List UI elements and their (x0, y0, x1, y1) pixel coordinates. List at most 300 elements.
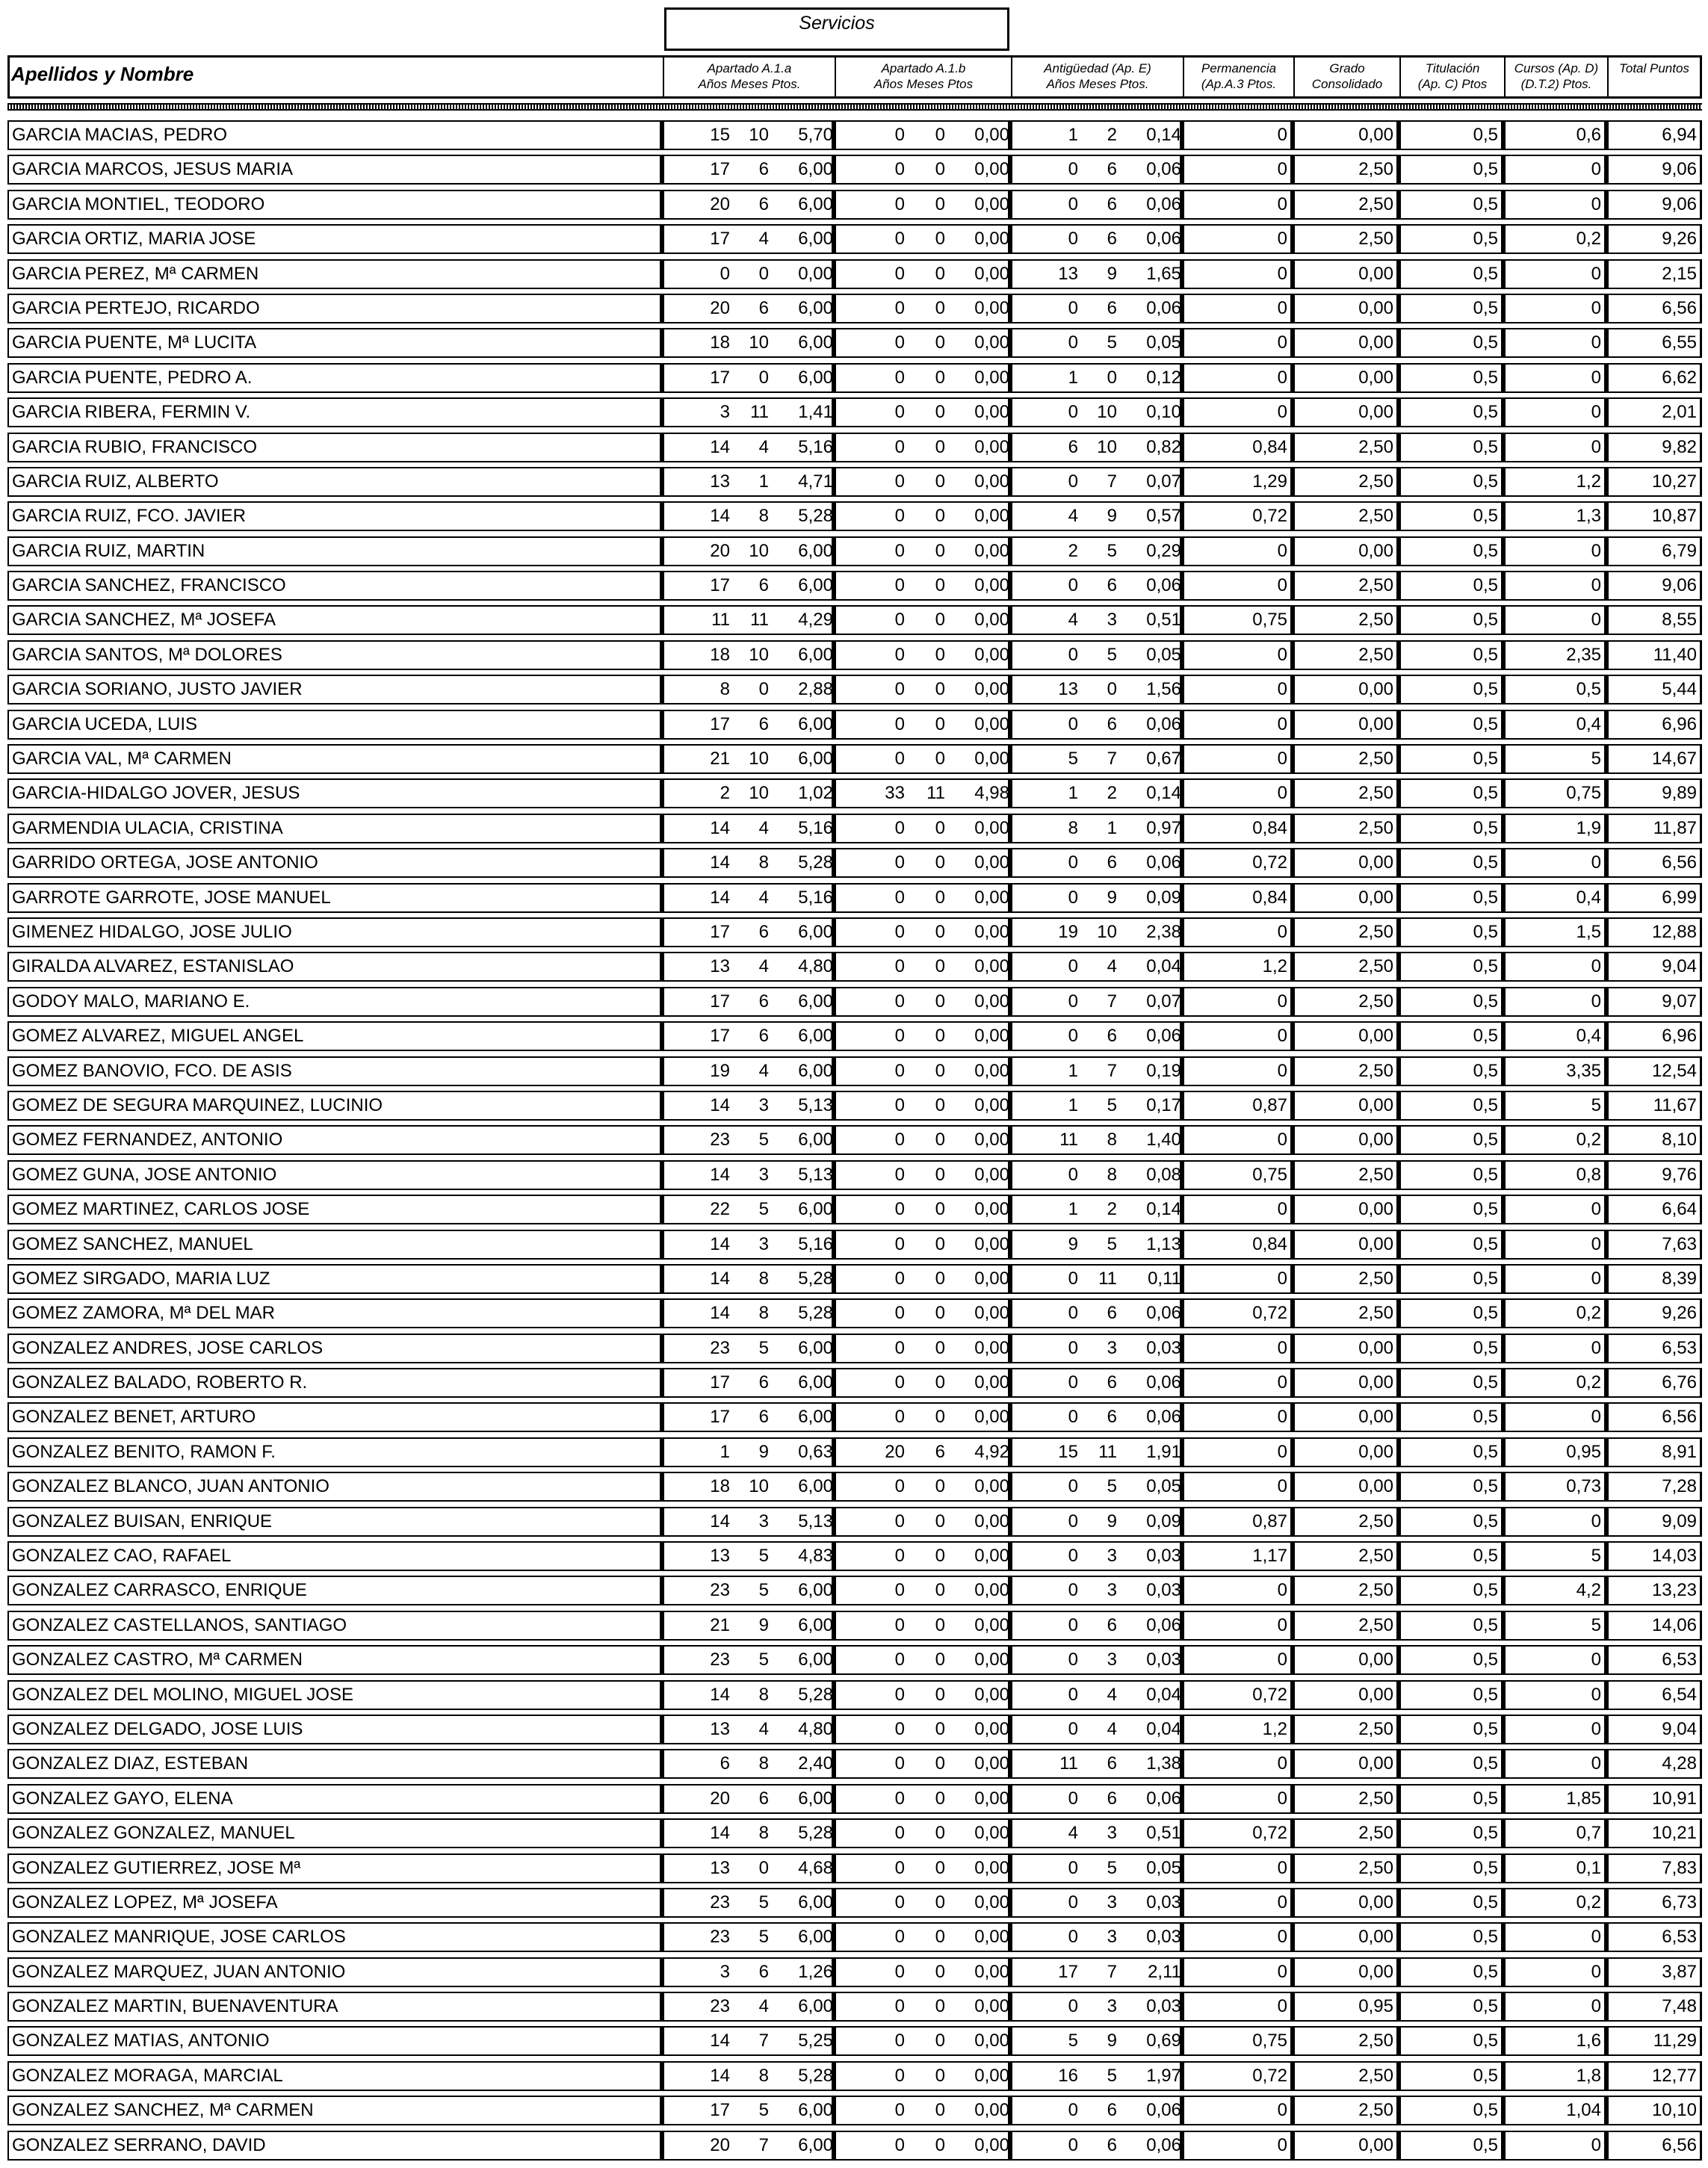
cell-group-a1a (662, 883, 834, 913)
cell-a1b-years: 0 (894, 1684, 905, 1705)
cell-a1a-years: 14 (710, 1511, 730, 1531)
cell-group-a1b (834, 2131, 1010, 2161)
cell-grado: 0,00 (1293, 259, 1399, 289)
table-row (7, 1608, 1702, 1642)
cell-group-a1a (662, 2131, 834, 2161)
cell-group-a1a (662, 1818, 834, 1848)
cell-group-a1a (662, 1437, 834, 1467)
cell-a1b-years: 0 (894, 1268, 905, 1289)
cell-group-antiguedad (1010, 1680, 1182, 1710)
cell-antiguedad-years: 0 (1068, 1650, 1078, 1670)
cell-permanencia: 0,87 (1182, 1091, 1293, 1121)
cell-a1a-years: 14 (710, 1303, 730, 1324)
table-row (7, 2058, 1702, 2093)
cell-a1b-points: 0,00 (974, 1164, 1009, 1185)
cell-a1b-years: 0 (894, 1580, 905, 1601)
cell-permanencia: 0 (1182, 1334, 1293, 1363)
cell-a1b-months: 0 (935, 575, 945, 596)
cell-a1b-years: 0 (894, 159, 905, 180)
cell-antiguedad-points: 0,12 (1146, 367, 1181, 388)
cell-a1a-years: 17 (710, 1407, 730, 1428)
cell-a1a-years: 14 (710, 1233, 730, 1254)
table-row (7, 2023, 1702, 2057)
cell-a1a-points: 1,26 (798, 1961, 833, 1982)
cell-antiguedad-months: 8 (1107, 1130, 1117, 1150)
cell-a1b-months: 0 (935, 1650, 945, 1670)
cell-permanencia: 1,2 (1182, 952, 1293, 982)
cell-a1b-points: 0,00 (974, 887, 1009, 908)
cell-permanencia: 0,72 (1182, 2061, 1293, 2091)
cell-grado: 2,50 (1293, 987, 1399, 1017)
cell-titulacion: 0,5 (1399, 224, 1503, 254)
row-name: GARROTE GARROTE, JOSE MANUEL (7, 883, 662, 913)
row-name: GARCIA PUENTE, Mª LUCITA (7, 328, 662, 358)
cell-group-a1b (834, 605, 1010, 635)
row-name: GONZALEZ LOPEZ, Mª JOSEFA (7, 1888, 662, 1918)
row-name: GOMEZ GUNA, JOSE ANTONIO (7, 1160, 662, 1190)
cell-a1b-years: 0 (894, 1199, 905, 1220)
cell-group-a1a (662, 778, 834, 808)
row-name: GODOY MALO, MARIANO E. (7, 987, 662, 1017)
cell-group-a1b (834, 1715, 1010, 1744)
cell-cursos: 0 (1503, 2131, 1606, 2161)
cell-permanencia: 0 (1182, 1749, 1293, 1779)
cell-titulacion: 0,5 (1399, 1784, 1503, 1814)
cell-antiguedad-points: 0,14 (1146, 1199, 1181, 1220)
cell-total: 9,09 (1606, 1507, 1702, 1537)
cell-a1b-points: 0,00 (974, 2065, 1009, 2086)
cell-a1b-points: 0,00 (974, 817, 1009, 838)
cell-a1a-points: 6,00 (798, 1996, 833, 2017)
table-row (7, 117, 1702, 152)
cell-group-antiguedad (1010, 1160, 1182, 1190)
cell-a1b-years: 0 (894, 1233, 905, 1254)
cell-group-antiguedad (1010, 363, 1182, 393)
cell-titulacion: 0,5 (1399, 1888, 1503, 1918)
cell-antiguedad-months: 10 (1097, 436, 1117, 457)
cell-antiguedad-months: 7 (1107, 1961, 1117, 1982)
row-name: GONZALEZ SANCHEZ, Mª CARMEN (7, 2096, 662, 2125)
cell-a1b-months: 0 (935, 229, 945, 250)
cell-permanencia: 0,84 (1182, 1230, 1293, 1260)
cell-titulacion: 0,5 (1399, 1611, 1503, 1641)
cell-a1b-points: 0,00 (974, 2031, 1009, 2051)
cell-grado: 2,50 (1293, 814, 1399, 843)
cell-total: 12,54 (1606, 1056, 1702, 1086)
cell-a1a-years: 20 (710, 193, 730, 214)
table-row (7, 498, 1702, 533)
cell-grado: 2,50 (1293, 1715, 1399, 1744)
cell-a1b-months: 0 (935, 1337, 945, 1358)
cell-group-a1a (662, 1472, 834, 1502)
cell-a1b-points: 0,00 (974, 610, 1009, 631)
cell-a1a-points: 6,00 (798, 1060, 833, 1081)
cell-a1b-years: 0 (894, 610, 905, 631)
cell-group-a1b (834, 1334, 1010, 1363)
cell-titulacion: 0,5 (1399, 1680, 1503, 1710)
cell-antiguedad-months: 6 (1107, 1372, 1117, 1393)
cell-antiguedad-points: 0,06 (1146, 713, 1181, 734)
cell-group-a1a (662, 1611, 834, 1641)
table-row (7, 1677, 1702, 1712)
cell-a1a-months: 5 (758, 1650, 769, 1670)
cell-a1b-years: 0 (894, 1788, 905, 1809)
cell-a1b-months: 0 (935, 159, 945, 180)
cell-a1a-years: 17 (710, 2100, 730, 2121)
cell-group-antiguedad (1010, 536, 1182, 566)
cell-group-antiguedad (1010, 1507, 1182, 1537)
table-row (7, 1192, 1702, 1226)
cell-total: 8,10 (1606, 1125, 1702, 1155)
cell-titulacion: 0,5 (1399, 2061, 1503, 2091)
col-header-a1b: Apartado A.1.b Años Meses Ptos (836, 58, 1012, 96)
cell-a1a-months: 3 (758, 1094, 769, 1115)
cell-antiguedad-points: 0,06 (1146, 575, 1181, 596)
cell-group-a1a (662, 501, 834, 531)
row-name: GARCIA-HIDALGO JOVER, JESUS (7, 778, 662, 808)
cell-group-antiguedad (1010, 1091, 1182, 1121)
cell-group-antiguedad (1010, 675, 1182, 704)
col-header-antiguedad: Antigüedad (Ap. E) Años Meses Ptos. (1012, 58, 1184, 96)
cell-antiguedad-points: 0,10 (1146, 402, 1181, 423)
cell-antiguedad-months: 6 (1107, 2100, 1117, 2121)
cell-group-a1a (662, 1680, 834, 1710)
cell-antiguedad-points: 0,82 (1146, 436, 1181, 457)
cell-a1b-months: 0 (935, 1476, 945, 1497)
cell-permanencia: 0 (1182, 1576, 1293, 1605)
cell-a1a-points: 6,00 (798, 1892, 833, 1913)
cell-a1b-years: 0 (894, 193, 905, 214)
cell-titulacion: 0,5 (1399, 2026, 1503, 2056)
cell-group-a1a (662, 571, 834, 601)
cell-a1a-points: 1,41 (798, 402, 833, 423)
cell-antiguedad-months: 4 (1107, 956, 1117, 977)
cell-permanencia: 0,84 (1182, 433, 1293, 462)
cell-antiguedad-years: 0 (1068, 1580, 1078, 1601)
cell-grado: 0,00 (1293, 1334, 1399, 1363)
cell-antiguedad-years: 15 (1058, 1441, 1078, 1462)
cell-a1b-points: 0,00 (974, 1546, 1009, 1567)
row-name: GARCIA SANCHEZ, Mª JOSEFA (7, 605, 662, 635)
cell-antiguedad-years: 5 (1068, 2031, 1078, 2051)
cell-group-a1b (834, 1056, 1010, 1086)
cell-group-a1a (662, 224, 834, 254)
cell-group-antiguedad (1010, 1784, 1182, 1814)
cell-antiguedad-months: 7 (1107, 471, 1117, 492)
row-name: GARCIA SANCHEZ, FRANCISCO (7, 571, 662, 601)
cell-total: 6,96 (1606, 710, 1702, 740)
cell-a1a-points: 5,16 (798, 436, 833, 457)
cell-permanencia: 0,75 (1182, 1160, 1293, 1190)
cell-group-antiguedad (1010, 1368, 1182, 1398)
cell-cursos: 4,2 (1503, 1576, 1606, 1605)
cell-a1a-points: 6,00 (798, 1407, 833, 1428)
cell-antiguedad-months: 0 (1107, 679, 1117, 700)
cell-a1b-years: 0 (894, 1026, 905, 1047)
cell-grado: 2,50 (1293, 571, 1399, 601)
cell-a1a-years: 17 (710, 575, 730, 596)
cell-a1b-points: 0,00 (974, 1094, 1009, 1115)
cell-a1b-years: 0 (894, 1060, 905, 1081)
cell-group-antiguedad (1010, 710, 1182, 740)
table-row (7, 394, 1702, 429)
col-header-permanencia: Permanencia (Ap.A.3 Ptos. (1184, 58, 1295, 96)
cell-antiguedad-months: 6 (1107, 852, 1117, 873)
cell-antiguedad-months: 2 (1107, 783, 1117, 804)
cell-permanencia: 0 (1182, 571, 1293, 601)
cell-cursos: 0,8 (1503, 1160, 1606, 1190)
cell-a1a-years: 13 (710, 1546, 730, 1567)
cell-a1a-points: 6,00 (798, 713, 833, 734)
cell-total: 6,62 (1606, 363, 1702, 393)
col-header-cursos: Cursos (Ap. D) (D.T.2) Ptos. (1506, 58, 1609, 96)
cell-cursos: 1,2 (1503, 467, 1606, 497)
cell-antiguedad-points: 0,04 (1146, 956, 1181, 977)
cell-a1a-months: 6 (758, 1026, 769, 1047)
cell-antiguedad-months: 4 (1107, 1718, 1117, 1739)
cell-antiguedad-points: 0,05 (1146, 1476, 1181, 1497)
cell-total: 9,89 (1606, 778, 1702, 808)
cell-group-antiguedad (1010, 433, 1182, 462)
cell-antiguedad-points: 0,97 (1146, 817, 1181, 838)
cell-a1b-points: 0,00 (974, 1511, 1009, 1531)
cell-antiguedad-months: 6 (1107, 1407, 1117, 1428)
cell-group-antiguedad (1010, 1437, 1182, 1467)
col-header-titulacion: Titulación (Ap. C) Ptos (1401, 58, 1506, 96)
cell-permanencia: 0,72 (1182, 1818, 1293, 1848)
cell-cursos: 0,4 (1503, 883, 1606, 913)
cell-a1a-points: 5,25 (798, 2031, 833, 2051)
cell-a1a-months: 10 (749, 540, 769, 561)
cell-permanencia: 0 (1182, 778, 1293, 808)
cell-group-antiguedad (1010, 1853, 1182, 1883)
cell-group-a1b (834, 294, 1010, 323)
cell-total: 5,44 (1606, 675, 1702, 704)
cell-grado: 2,50 (1293, 433, 1399, 462)
cell-antiguedad-years: 19 (1058, 921, 1078, 942)
cell-a1b-years: 0 (894, 297, 905, 318)
cell-permanencia: 0 (1182, 1368, 1293, 1398)
cell-a1b-months: 0 (935, 1164, 945, 1185)
cell-titulacion: 0,5 (1399, 1541, 1503, 1571)
cell-group-a1a (662, 1298, 834, 1328)
cell-a1a-points: 6,00 (798, 1580, 833, 1601)
cell-titulacion: 0,5 (1399, 848, 1503, 878)
cell-group-a1a (662, 1992, 834, 2022)
row-name: GONZALEZ DELGADO, JOSE LUIS (7, 1715, 662, 1744)
cell-a1a-months: 8 (758, 1684, 769, 1705)
cell-group-a1a (662, 467, 834, 497)
cell-a1a-months: 0 (758, 367, 769, 388)
cell-a1b-months: 0 (935, 1094, 945, 1115)
cell-group-a1b (834, 1541, 1010, 1571)
cell-total: 9,76 (1606, 1160, 1702, 1190)
cell-antiguedad-years: 13 (1058, 679, 1078, 700)
cell-a1a-years: 20 (710, 1788, 730, 1809)
row-name: GARCIA RUIZ, ALBERTO (7, 467, 662, 497)
cell-a1b-points: 0,00 (974, 749, 1009, 769)
row-name: GONZALEZ BENITO, RAMON F. (7, 1437, 662, 1467)
cell-group-antiguedad (1010, 778, 1182, 808)
cell-total: 14,06 (1606, 1611, 1702, 1641)
cell-titulacion: 0,5 (1399, 883, 1503, 913)
cell-group-a1a (662, 1402, 834, 1432)
table-row (7, 1850, 1702, 1885)
cell-cursos: 0,2 (1503, 1125, 1606, 1155)
cell-permanencia: 0 (1182, 744, 1293, 774)
table-row (7, 949, 1702, 983)
cell-antiguedad-years: 0 (1068, 852, 1078, 873)
cell-group-antiguedad (1010, 259, 1182, 289)
cell-grado: 0,00 (1293, 1680, 1399, 1710)
cell-a1b-points: 0,00 (974, 644, 1009, 665)
cell-group-a1a (662, 1230, 834, 1260)
cell-a1a-points: 6,00 (798, 1337, 833, 1358)
cell-a1a-points: 6,00 (798, 297, 833, 318)
cell-a1b-years: 0 (894, 749, 905, 769)
cell-group-antiguedad (1010, 2061, 1182, 2091)
cell-group-antiguedad (1010, 1992, 1182, 2022)
cell-grado: 0,00 (1293, 1645, 1399, 1675)
cell-antiguedad-points: 0,03 (1146, 1892, 1181, 1913)
cell-a1a-points: 5,28 (798, 852, 833, 873)
cell-cursos: 0 (1503, 1195, 1606, 1224)
cell-total: 6,53 (1606, 1645, 1702, 1675)
cell-group-antiguedad (1010, 1230, 1182, 1260)
cell-a1b-years: 0 (894, 2031, 905, 2051)
cell-antiguedad-months: 11 (1098, 1441, 1117, 1462)
cell-a1a-years: 1 (720, 1441, 730, 1462)
cell-antiguedad-months: 6 (1107, 575, 1117, 596)
cell-a1a-points: 5,28 (798, 1684, 833, 1705)
cell-group-a1b (834, 2096, 1010, 2125)
cell-a1a-months: 10 (749, 1476, 769, 1497)
cell-a1a-months: 6 (758, 1788, 769, 1809)
cell-a1a-months: 5 (758, 2100, 769, 2121)
cell-group-a1a (662, 259, 834, 289)
cell-a1a-years: 17 (710, 713, 730, 734)
cell-a1b-points: 0,00 (974, 991, 1009, 1012)
cell-antiguedad-years: 4 (1068, 1823, 1078, 1844)
row-name: GARCIA PERTEJO, RICARDO (7, 294, 662, 323)
cell-a1b-months: 0 (935, 1372, 945, 1393)
cell-a1b-years: 0 (894, 1337, 905, 1358)
cell-group-a1a (662, 1576, 834, 1605)
cell-a1b-months: 0 (935, 1788, 945, 1809)
cell-permanencia: 0 (1182, 675, 1293, 704)
cell-cursos: 1,6 (1503, 2026, 1606, 2056)
row-name: GARCIA VAL, Mª CARMEN (7, 744, 662, 774)
cell-a1a-years: 17 (710, 367, 730, 388)
cell-a1b-months: 0 (935, 2134, 945, 2155)
cell-a1b-months: 11 (926, 783, 945, 804)
cell-cursos: 0 (1503, 363, 1606, 393)
cell-group-a1b (834, 1818, 1010, 1848)
cell-a1a-months: 6 (758, 193, 769, 214)
cell-group-antiguedad (1010, 1402, 1182, 1432)
cell-titulacion: 0,5 (1399, 1091, 1503, 1121)
row-name: GONZALEZ MARTIN, BUENAVENTURA (7, 1992, 662, 2022)
cell-a1b-months: 0 (935, 1857, 945, 1878)
cell-antiguedad-years: 0 (1068, 1927, 1078, 1948)
cell-total: 10,27 (1606, 467, 1702, 497)
cell-titulacion: 0,5 (1399, 1160, 1503, 1190)
row-name: GONZALEZ BALADO, ROBERTO R. (7, 1368, 662, 1398)
row-name: GOMEZ ZAMORA, Mª DEL MAR (7, 1298, 662, 1328)
cell-cursos: 0,1 (1503, 1853, 1606, 1883)
cell-cursos: 0,2 (1503, 1298, 1606, 1328)
cell-a1a-years: 13 (710, 1857, 730, 1878)
cell-grado: 0,00 (1293, 2131, 1399, 2161)
cell-group-a1b (834, 1749, 1010, 1779)
cell-grado: 2,50 (1293, 155, 1399, 185)
cell-a1a-points: 6,00 (798, 367, 833, 388)
row-name: GOMEZ MARTINEZ, CARLOS JOSE (7, 1195, 662, 1224)
cell-cursos: 0,4 (1503, 710, 1606, 740)
cell-group-antiguedad (1010, 1888, 1182, 1918)
cell-cursos: 0,6 (1503, 120, 1606, 150)
cell-a1b-months: 0 (935, 332, 945, 353)
row-name: GONZALEZ MATIAS, ANTONIO (7, 2026, 662, 2056)
cell-a1b-points: 0,00 (974, 1614, 1009, 1635)
row-name: GONZALEZ CAO, RAFAEL (7, 1541, 662, 1571)
cell-a1b-months: 0 (935, 1996, 945, 2017)
table-row (7, 1746, 1702, 1780)
cell-group-antiguedad (1010, 1749, 1182, 1779)
cell-a1a-points: 5,28 (798, 2065, 833, 2086)
cell-antiguedad-years: 0 (1068, 1857, 1078, 1878)
cell-antiguedad-points: 0,06 (1146, 1788, 1181, 1809)
cell-cursos: 1,85 (1503, 1784, 1606, 1814)
cell-a1b-months: 0 (935, 921, 945, 942)
cell-antiguedad-points: 0,06 (1146, 229, 1181, 250)
cell-grado: 0,00 (1293, 1437, 1399, 1467)
cell-titulacion: 0,5 (1399, 536, 1503, 566)
cell-total: 13,23 (1606, 1576, 1702, 1605)
cell-permanencia: 0 (1182, 1402, 1293, 1432)
cell-grado: 0,00 (1293, 1749, 1399, 1779)
cell-a1a-months: 9 (758, 1614, 769, 1635)
cell-cursos: 0 (1503, 155, 1606, 185)
cell-a1a-points: 6,00 (798, 1614, 833, 1635)
cell-group-antiguedad (1010, 1334, 1182, 1363)
cell-grado: 0,00 (1293, 1922, 1399, 1952)
cell-antiguedad-years: 0 (1068, 229, 1078, 250)
cell-group-a1b (834, 952, 1010, 982)
cell-a1a-points: 6,00 (798, 540, 833, 561)
cell-antiguedad-points: 0,06 (1146, 1614, 1181, 1635)
cell-group-a1a (662, 2096, 834, 2125)
cell-a1b-months: 0 (935, 956, 945, 977)
cell-antiguedad-months: 11 (1098, 1268, 1117, 1289)
cell-a1a-years: 14 (710, 817, 730, 838)
cell-group-a1a (662, 1715, 834, 1744)
cell-group-antiguedad (1010, 1472, 1182, 1502)
cell-a1b-points: 0,00 (974, 1823, 1009, 1844)
cell-antiguedad-months: 6 (1107, 1788, 1117, 1809)
row-name: GONZALEZ BUISAN, ENRIQUE (7, 1507, 662, 1537)
cell-grado: 2,50 (1293, 1056, 1399, 1086)
cell-titulacion: 0,5 (1399, 328, 1503, 358)
cell-antiguedad-months: 6 (1107, 2134, 1117, 2155)
cell-grado: 2,50 (1293, 1818, 1399, 1848)
cell-a1b-years: 0 (894, 2065, 905, 2086)
cell-antiguedad-points: 0,11 (1148, 1268, 1181, 1289)
cell-antiguedad-points: 0,03 (1146, 1927, 1181, 1948)
cell-a1a-months: 8 (758, 1268, 769, 1289)
cell-group-antiguedad (1010, 155, 1182, 185)
cell-total: 2,01 (1606, 397, 1702, 427)
